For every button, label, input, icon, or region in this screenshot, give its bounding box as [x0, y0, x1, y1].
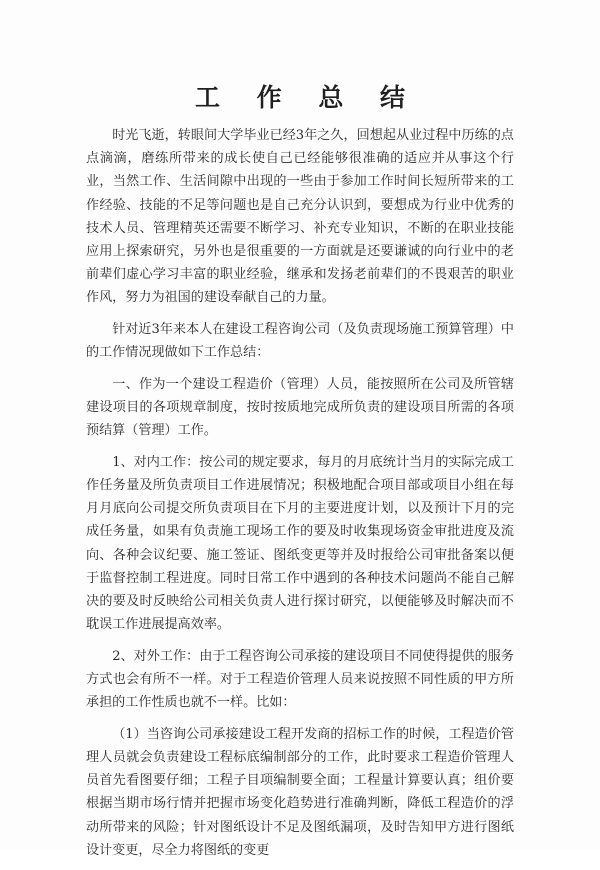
paragraph-tender-work: （1）当咨询公司承接建设工程开发商的招标工作的时候，工程造价管理人员就会负责建设工程标底编制部分的工作，此时要求工程造价管理人员首先看图要仔细；工程子目项编制要全面；工程量计算要认真；组价要根据当期市场行情并把握市场变化趋势进行准确判断，降低工程造价的浮动所带来的风险；针对图纸设计不足及图纸漏项，及时告知甲方进行图纸设计变更，尽全力将图纸的变更 [86, 726, 514, 858]
document-title: 工 作 总 结 [194, 83, 420, 112]
paragraph-summary-lead: 针对近3年来本人在建设工程咨询公司（及负责现场施工预算管理）中的工作情况现做如下工作总结： [86, 322, 514, 361]
paragraph-section-one: 一、作为一个建设工程造价（管理）人员，能按照所在公司及所管辖建设项目的各项规章制度，按时按质地完成所负责的建设项目所需的各项预结算（管理）工作。 [86, 376, 514, 439]
paragraph-intro: 时光飞逝，转眼间大学毕业已经3年之久，回想起从业过程中历练的点点滴滴，磨练所带来的成长使自己已经能够很准确的适应并从事这个行业，当然工作、生活间隙中出现的一些由于参加工作时间长短所带来的工作经验、技能的不足等问题也是自己充分认识到，要想成为行业中优秀的技术人员、管理精英还需要不断学习、补充专业知识，不断的在职业技能应用上探索研究，另外也是很重要的一方面就是还要谦诚的向行业中的老前辈们虚心学习丰富的职业经验，继承和发扬老前辈们的不畏艰苦的职业作风，努力为祖国的建设奉献自己的力量。 [86, 128, 514, 306]
paragraph-internal-work: 1、对内工作：按公司的规定要求，每月的月底统计当月的实际完成工作任务量及所负责项目工作进展情况；积极地配合项目部或项目小组在每月月底向公司提交所负责项目在下月的主要进度计划，以及预计下月的完成任务量，如果有负责施工现场工作的要及时收集现场资金审批进度及流向、各种会议纪要、施工签证、图纸变更等并及时报给公司审批备案以便于监督控制工程进度。同时日常工作中遇到的各种技术问题尚不能自己解决的要及时反映给公司相关负责人进行探讨研究，以便能够及时解决而不耽误工作进展提高效率。 [86, 454, 514, 633]
document-body [86, 124, 514, 870]
paragraph-external-work: 2、对外工作：由于工程咨询公司承接的建设项目不同使得提供的服务方式也会有所不一样。对于工程造价管理人员来说按照不同性质的甲方所承担的工作性质也就不一样。比如： [86, 648, 514, 711]
